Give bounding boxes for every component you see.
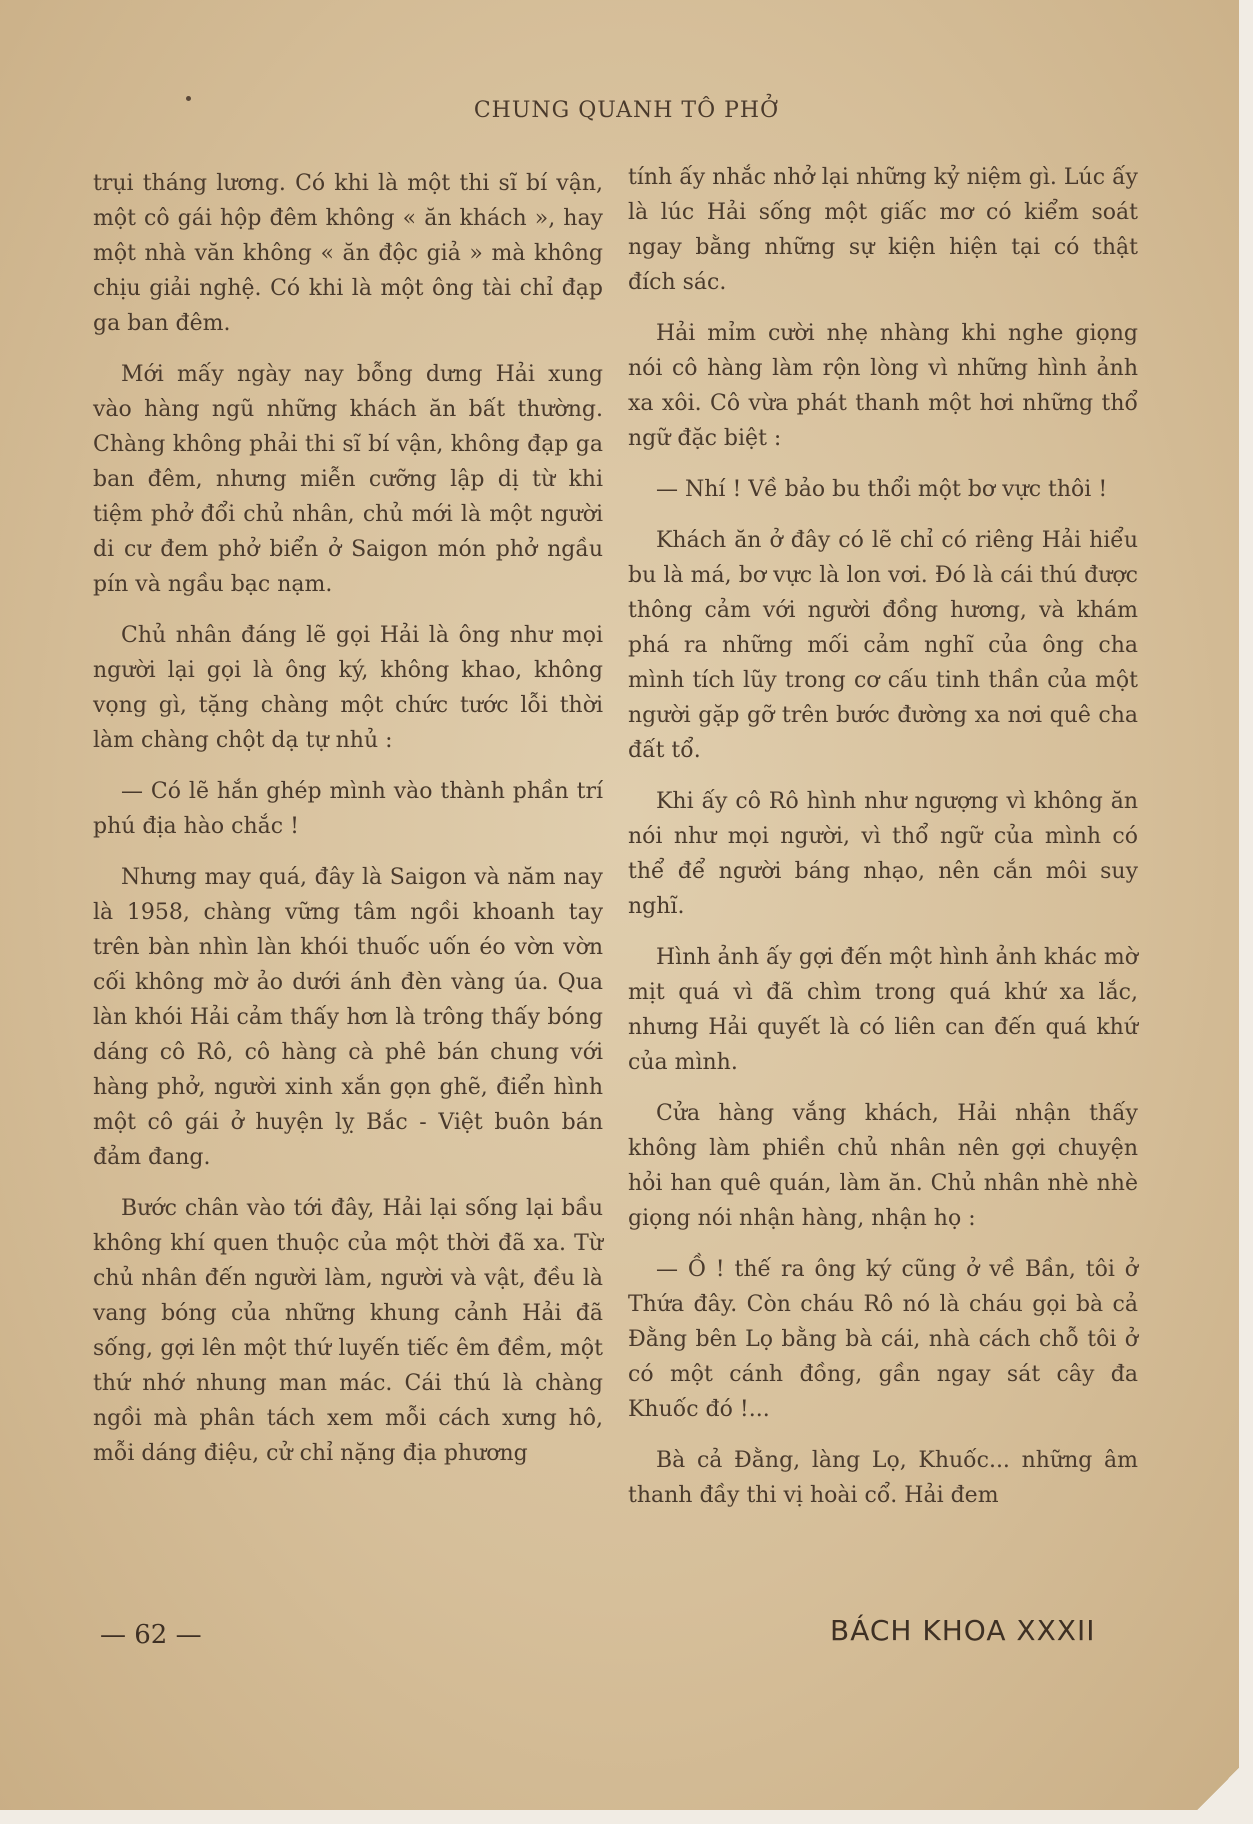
right-paragraph-7: Cửa hàng vắng khách, Hải nhận thấy không làm phiền chủ nhân nên gợi chuyện hỏi han quê quán, làm ăn. Chủ nhân nhè nhè giọng nói nhận hàng, nhận họ : bbox=[628, 1101, 1138, 1231]
right-paragraph-5: Khi ấy cô Rô hình như ngượng vì không ăn nói như mọi người, vì thổ ngữ của mình có thể để người báng nhạo, nên cắn môi suy nghĩ. bbox=[628, 789, 1138, 919]
right-column bbox=[628, 160, 1138, 1529]
right-paragraph-4: Khách ăn ở đây có lẽ chỉ có riêng Hải hiểu bu là má, bơ vực là lon vơi. Đó là cái thú được thông cảm với người đồng hương, và khám phá ra những mối cảm nghĩ của ông cha mình tích lũy trong cơ cấu tinh thần của một người gặp gỡ trên bước đường xa nơi quê cha đất tổ. bbox=[628, 528, 1138, 763]
left-paragraph-5: Nhưng may quá, đây là Saigon và năm nay là 1958, chàng vững tâm ngồi khoanh tay trên bàn nhìn làn khói thuốc uốn éo vờn vờn cối không mờ ảo dưới ánh đèn vàng úa. Qua làn khói Hải cảm thấy hơn là trông thấy bóng dáng cô Rô, cô hàng cà phê bán chung với hàng phở, người xinh xắn gọn ghẽ, điển hình một cô gái ở huyện lỵ Bắc - Việt buôn bán đảm đang. bbox=[93, 865, 603, 1170]
right-paragraph-2: Hải mỉm cười nhẹ nhàng khi nghe giọng nói cô hàng làm rộn lòng vì những hình ảnh xa xôi. Cô vừa phát thanh một hơi những thổ ngữ đặc biệt : bbox=[628, 321, 1138, 451]
right-paragraph-6: Hình ảnh ấy gợi đến một hình ảnh khác mờ mịt quá vì đã chìm trong quá khứ xa lắc, nhưng Hải quyết là có liên can đến quá khứ của mình. bbox=[628, 945, 1139, 1075]
scan-edge-bottom bbox=[0, 1810, 1253, 1824]
left-paragraph-4: — Có lẽ hắn ghép mình vào thành phần trí phú địa hào chắc ! bbox=[93, 779, 603, 839]
right-paragraph-1: tính ấy nhắc nhở lại những kỷ niệm gì. Lúc ấy là lúc Hải sống một giấc mơ có kiểm soát ngay bằng những sự kiện hiện tại có thật đích sác. bbox=[628, 165, 1138, 295]
left-paragraph-6: Bước chân vào tới đây, Hải lại sống lại bầu không khí quen thuộc của một thời đã xa. Từ chủ nhân đến người làm, người và vật, đều là vang bóng của những khung cảnh Hải đã sống, gợi lên một thứ luyến tiếc êm đềm, một thứ nhớ nhung man mác. Cái thú là chàng ngồi mà phân tách xem mỗi cách xưng hô, mỗi dáng điệu, cử chỉ nặng địa phương bbox=[93, 1196, 603, 1466]
scan-edge-right bbox=[1239, 0, 1253, 1824]
magazine-issue: BÁCH KHOA XXXII bbox=[830, 1614, 1096, 1647]
right-paragraph-3: — Nhí ! Về bảo bu thổi một bơ vực thôi ! bbox=[656, 477, 1108, 502]
left-paragraph-2: Mới mấy ngày nay bỗng dưng Hải xung vào hàng ngũ những khách ăn bất thường. Chàng không phải thi sĩ bí vận, không đạp ga ban đêm, nhưng miễn cưỡng lập dị từ khi tiệm phở đổi chủ nhân, chủ mới là một người di cư đem phở biển ở Saigon món phở ngầu pín và ngầu bạc nạm. bbox=[93, 362, 603, 597]
left-paragraph-3: Chủ nhân đáng lẽ gọi Hải là ông như mọi người lại gọi là ông ký, không khao, không vọng gì, tặng chàng một chức tước lỗi thời làm chàng chột dạ tự nhủ : bbox=[93, 623, 603, 753]
torn-corner bbox=[1183, 1754, 1253, 1824]
running-header: CHUNG QUANH TÔ PHỞ bbox=[473, 98, 780, 123]
right-paragraph-9: Bà cả Đằng, làng Lọ, Khuốc... những âm thanh đầy thi vị hoài cổ. Hải đem bbox=[628, 1448, 1138, 1508]
left-paragraph-1: trụi tháng lương. Có khi là một thi sĩ bí vận, một cô gái hộp đêm không « ăn khách », hay một nhà văn không « ăn độc giả » mà không chịu giải nghệ. Có khi là một ông tài chỉ đạp ga ban đêm. bbox=[93, 171, 603, 336]
page-number: — 62 — bbox=[100, 1620, 202, 1650]
left-column bbox=[93, 166, 603, 1487]
right-paragraph-8: — Ồ ! thế ra ông ký cũng ở về Bần, tôi ở Thứa đây. Còn cháu Rô nó là cháu gọi bà cả Đằng bên Lọ bằng bà cái, nhà cách chỗ tôi ở có một cánh đồng, gần ngay sát cây đa Khuốc đó !... bbox=[628, 1257, 1138, 1422]
